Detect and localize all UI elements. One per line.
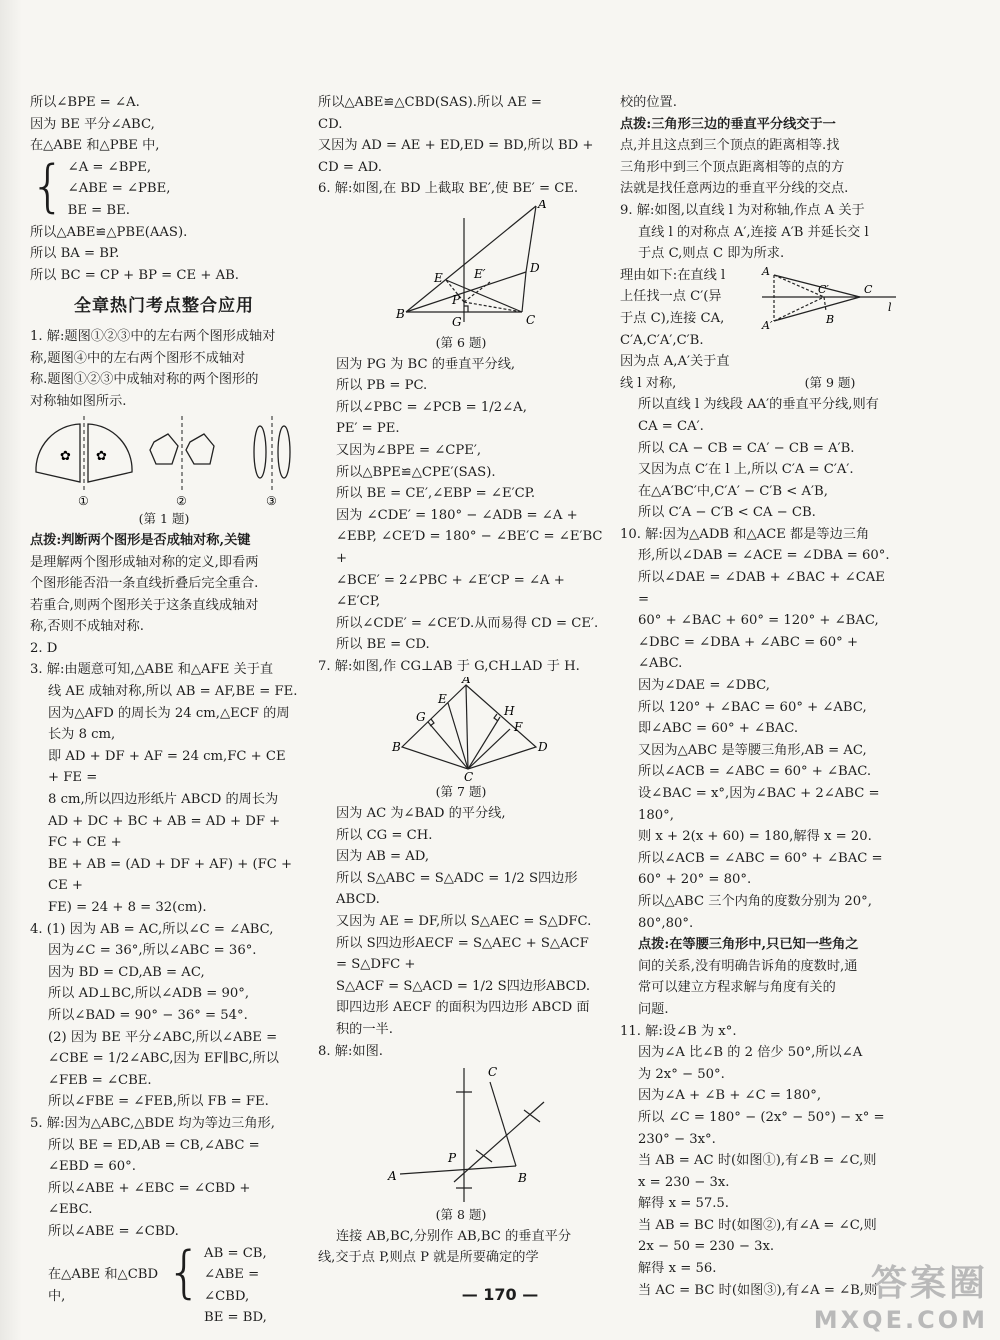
figure-9-caption: (第 9 题) [804, 375, 856, 391]
fig6-label: C [526, 312, 536, 327]
fig7-label: B [392, 740, 401, 755]
question-5-line: 所以 BE = ED,AB = CB,∠ABC = [48, 1137, 260, 1153]
figure-1-caption: (第 1 题) [138, 511, 190, 527]
question-3-line: AD + DC + BC + AB = AD + DF + FC + CE + [48, 813, 285, 851]
question-11-line: 2x − 50 = 230 − 3x. [638, 1239, 775, 1255]
text-line: 所以 BC = CP + BP = CE + AB. [30, 267, 239, 283]
text-line: 所以△ABE≌△PBE(AAS). [30, 224, 188, 240]
watermark-url: MXQE.COM [813, 1306, 988, 1334]
figure-7 [318, 677, 604, 781]
page-edge-shadow [0, 0, 22, 1340]
fig1-label: ③ [266, 494, 277, 509]
figure-9 [760, 265, 900, 395]
question-10-line: ∠DBC = ∠DBA + ∠ABC = 60° + ∠ABC. [638, 634, 863, 672]
question-4-line: 因为∠C = 36°,所以∠ABC = 36°. [48, 943, 257, 959]
brace-item: ∠A = ∠BPE, [67, 159, 152, 175]
question-10-line: 80°,80°. [638, 915, 694, 931]
text-line: 在△ABE 和△PBE 中, [30, 138, 160, 154]
question-3-line: 即 AD + DF + AF = 24 cm,FC + CE + FE = [48, 748, 290, 786]
fig7-label: A [462, 677, 471, 687]
question-10-line: 又因为△ABC 是等腰三角形,AB = AC, [638, 742, 867, 758]
fig7-label: E [438, 692, 447, 707]
tip-line: 法就是找任意两边的垂直平分线的交点. [620, 181, 849, 197]
figure-8-caption: (第 8 题) [435, 1207, 487, 1223]
tip-line: 称,否则不成轴对称. [30, 619, 144, 635]
brace-item: AB = CB, [204, 1245, 267, 1261]
text-line: CD. [318, 116, 343, 132]
watermark [814, 1255, 988, 1334]
tip-line: 点拨:在等腰三角形中,只已知一些角之 [638, 937, 859, 953]
svg-text:✿: ✿ [96, 449, 107, 465]
question-6-line: ∠EBP, ∠CE′D = 180° − ∠BE′C = ∠E′BC + [336, 529, 607, 566]
question-9-line: 在△A′BC′中,C′A′ − C′B < A′B, [638, 483, 828, 499]
question-4-line: ∠FEB = ∠CBE. [48, 1072, 152, 1088]
question-4-line: (2) 因为 BE 平分∠ABC,所以∠ABE = [48, 1029, 278, 1045]
question-5-line: 5. 解:因为△ABC,△BDE 均为等边三角形, [30, 1115, 275, 1131]
fig6-label: G [452, 314, 462, 329]
fig6-label: D [530, 260, 540, 275]
text-line: 所以∠BPE = ∠A. [30, 95, 140, 110]
fig7-label: F [514, 720, 523, 735]
fig9-label: C [864, 282, 873, 296]
question-6-line: PE′ = PE. [336, 421, 400, 437]
fig7-label: H [504, 704, 515, 719]
question-9-line: 直线 l 的对称点 A′,连接 A′B 并延长交 l [638, 224, 869, 240]
question-9-line: 9. 解:如图,以直线 l 为对称轴,作点 A 关于 [620, 202, 865, 218]
question-9-line: 于点 C,则点 C 即为所求. [638, 246, 785, 262]
fig6-label: B [396, 306, 405, 321]
question-5-line: ∠EBD = 60°. [48, 1159, 136, 1175]
text-line: 校的位置. [620, 95, 677, 110]
question-9-line: 因为点 A,A′关于直 [620, 354, 730, 370]
fig8-label: B [518, 1171, 527, 1186]
question-7-line: 积的一半. [336, 1022, 393, 1037]
question-7-line: 所以 S△ABC = S△ADC = 1/2 S四边形ABCD. [336, 870, 578, 908]
figure-1 [30, 412, 298, 508]
question-6-line: 所以∠CDE′ = ∠CE′D.从而易得 CD = CE′. [336, 615, 599, 631]
question-11-line: 当 AB = BC 时(如图②),有∠A = ∠C,则 [638, 1217, 877, 1233]
question-11-line: 为 2x° − 50°. [638, 1066, 725, 1082]
question-9-side-text [620, 265, 760, 395]
question-7-line: 因为 AB = AD, [336, 849, 430, 865]
question-8-intro: 8. 解:如图. [318, 1043, 383, 1059]
question-11-line: 因为∠A 比∠B 的 2 倍少 50°,所以∠A [638, 1045, 863, 1061]
question-10-line: 所以△ABC 三个内角的度数分别为 20°, [638, 893, 872, 909]
question-10-line: 60° + ∠BAC + 60° = 120° + ∠BAC, [638, 613, 879, 629]
question-5-line: 所以∠ABE + ∠EBC = ∠CBD + ∠EBC. [48, 1180, 255, 1218]
question-3-line: 长为 8 cm, [48, 727, 116, 743]
question-11-line: 因为∠A + ∠B + ∠C = 180°, [638, 1088, 822, 1104]
brace-lead: 在△ABE 和△CBD 中, [48, 1267, 163, 1304]
question-11-line: 解得 x = 56. [638, 1261, 717, 1277]
tip-line: 是理解两个图形成轴对称的定义,即看两 [30, 554, 259, 570]
question-10-line: 所以 120° + ∠BAC = 60° + ∠ABC, [638, 699, 867, 715]
question-11-line: 230° − 3x°. [638, 1131, 716, 1147]
question-9-line: C′A,C′A′,C′B. [620, 332, 704, 348]
question-11-line: 解得 x = 57.5. [638, 1196, 729, 1212]
question-3-line: FE) = 24 + 8 = 32(cm). [48, 900, 207, 915]
question-10-line: 设∠BAC = x°,因为∠BAC + 2∠ABC = [638, 786, 880, 801]
question-1-line: 1. 解:题图①②③中的左右两个图形成轴对 [30, 328, 276, 344]
question-11-line: 当 AC = BC 时(如图③),有∠A = ∠B,则 [638, 1282, 878, 1298]
question-10-line: 180°, [638, 807, 674, 823]
fig8-label: C [488, 1065, 498, 1080]
question-4-line: 所以∠BAD = 90° − 36° = 54°. [48, 1007, 248, 1023]
question-6-line: 又因为∠BPE = ∠CPE′, [336, 442, 482, 458]
question-7-intro: 7. 解:如图,作 CG⊥AB 于 G,CH⊥AD 于 H. [318, 658, 580, 674]
question-3-line: 因为△AFD 的周长为 24 cm,△ECF 的周 [48, 705, 290, 721]
question-7-line: 因为 AC 为∠BAD 的平分线, [336, 806, 506, 822]
brace-item: ∠ABE = ∠CBD, [204, 1267, 264, 1304]
tip-line: 点拨:判断两个图形是否成轴对称,关键 [30, 532, 251, 548]
question-4-line: 所以∠FBE = ∠FEB,所以 FB = FE. [48, 1094, 269, 1110]
question-10-line: 所以∠ACB = ∠ABC = 60° + ∠BAC = [638, 850, 883, 866]
fig6-label: P [452, 292, 461, 307]
figure-6-caption: (第 6 题) [435, 334, 487, 350]
text-line: 所以△ABE≌△CBD(SAS).所以 AE = [318, 95, 542, 110]
question-6-intro: 6. 解:如图,在 BD 上截取 BE′,使 BE′ = CE. [318, 181, 579, 197]
figure-7-caption: (第 7 题) [435, 784, 487, 800]
question-9-line: 所以直线 l 为线段 AA′的垂直平分线,则有 [638, 397, 879, 413]
question-4-line: 因为 BD = CD,AB = AC, [48, 964, 205, 980]
figure-8-drawing [318, 1062, 604, 1204]
tip-line: 间的关系,没有明确告诉角的度数时,通 [638, 958, 858, 974]
tip-line: 点拨:三角形三边的垂直平分线交于一 [620, 116, 836, 132]
brace-item: BE = BD, [204, 1310, 267, 1326]
figure-8 [318, 1062, 604, 1204]
question-1-line: 对称轴如图所示. [30, 393, 127, 409]
question-10-line: 则 x + 2(x + 60) = 180,解得 x = 20. [638, 829, 872, 845]
fig9-label: C′ [818, 282, 829, 296]
equation-brace-group [30, 153, 298, 222]
question-11-line: 所以 ∠C = 180° − (2x° − 50°) − x° = [638, 1109, 885, 1125]
question-6-line: 因为 ∠CDE′ = 180° − ∠ADB = ∠A + [336, 507, 578, 523]
question-9-line: 上任找一点 C′(异 [620, 289, 722, 305]
question-7-line: 所以 CG = CH. [336, 827, 433, 843]
tip-line: 问题. [638, 1001, 669, 1017]
question-11-line: 11. 解:设∠B 为 x°. [620, 1023, 737, 1039]
tip-line: 常可以建立方程求解与角度有关的 [638, 980, 836, 996]
question-10-line: 因为∠DAE = ∠DBC, [638, 678, 770, 694]
page-number: — 170 — [461, 1285, 539, 1304]
figure-7-drawing [318, 677, 604, 781]
tip-line: 三角形中到三个顶点距离相等的点的方 [620, 159, 845, 175]
question-6-line: 所以∠PBC = ∠PCB = 1/2∠A, [336, 399, 527, 415]
tip-line: 点,并且这点到三个顶点的距离相等.找 [620, 138, 840, 154]
text-line: 所以 BA = BP. [30, 246, 120, 262]
svg-text:✿: ✿ [60, 449, 71, 465]
question-8-line: 线,交于点 P,则点 P 就是所要确定的学 [318, 1250, 539, 1266]
question-11-line: x = 230 − 3x. [638, 1174, 730, 1190]
question-11-line: 当 AB = AC 时(如图①),有∠B = ∠C,则 [638, 1153, 877, 1169]
question-3-line: 3. 解:由题意可知,△ABE 和△AFE 关于直 [30, 662, 274, 678]
question-9-line: 于点 C),连接 CA, [620, 310, 725, 326]
question-3-line: BE + AB = (AD + DF + AF) + (FC + CE + [48, 856, 297, 894]
question-6-line: 所以 BE = CE′,∠EBP = ∠E′CP. [336, 486, 536, 502]
question-10-line: 10. 解:因为△ADB 和△ACE 都是等边三角 [620, 526, 870, 542]
text-line: 因为 BE 平分∠ABC, [30, 116, 155, 132]
question-9-line: 线 l 对称, [620, 375, 677, 391]
fig6-label: E′ [474, 266, 486, 281]
column-2 [318, 92, 607, 1269]
figure-1-drawing [30, 412, 298, 508]
fig6-label: A [538, 199, 547, 211]
fig8-label: P [448, 1151, 457, 1166]
tip-line: 若重合,则两个图形关于这条直线成轴对 [30, 597, 259, 613]
column-3 [620, 92, 900, 1301]
fig9-label: B [826, 312, 835, 326]
fig9-label: l [888, 300, 892, 314]
figure-9-drawing [760, 265, 900, 365]
question-9-line: 所以 C′A − C′B < CA − CB. [638, 505, 816, 521]
fig6-label: E [434, 270, 443, 285]
question-1-line: 称,题图④中的左右两个图形不成轴对 [30, 350, 246, 366]
question-10-line: 所以∠ACB = ∠ABC = 60° + ∠BAC. [638, 764, 872, 780]
question-9-side-block [620, 265, 900, 395]
tip-line: 个图形能否沿一条直线折叠后完全重合. [30, 576, 259, 592]
watermark-logo-text: 答案圈 [870, 1263, 988, 1304]
question-5-line: 所以∠ABE = ∠CBD. [48, 1223, 179, 1239]
fig1-label: ② [176, 494, 187, 509]
question-6-line: ∠BCE′ = 2∠PBC + ∠E′CP = ∠A + ∠E′CP, [336, 572, 569, 610]
question-6-line: 所以△BPE≌△CPE′(SAS). [336, 464, 496, 480]
fig7-label: G [416, 710, 426, 725]
question-1-line: 称.题图①②③中成轴对称的两个图形的 [30, 372, 259, 388]
question-7-line: 又因为 AE = DF,所以 S△AEC = S△DFC. [336, 914, 592, 930]
question-9-line: 所以 CA − CB = CA′ − CB = A′B. [638, 440, 855, 456]
question-6-line: 所以 BE = CD. [336, 637, 430, 653]
question-4-line: 4. (1) 因为 AB = AC,所以∠C = ∠ABC, [30, 921, 274, 937]
question-6-line: 因为 PG 为 BC 的垂直平分线, [336, 356, 516, 372]
fig9-label: A [762, 264, 770, 278]
question-9-line: 理由如下:在直线 l [620, 267, 726, 283]
section-title: 全章热门考点整合应用 [74, 296, 254, 317]
question-10-line: 形,所以∠DAB = ∠ACE = ∠DBA = 60°. [638, 548, 890, 564]
brace-symbol: { [166, 1239, 203, 1305]
question-7-line: 所以 S四边形AECF = S△AEC + S△ACF = S△DFC + [336, 935, 593, 973]
question-3-line: 8 cm,所以四边形纸片 ABCD 的周长为 [48, 792, 279, 808]
fig7-label: D [538, 740, 548, 755]
question-7-line: S△ACF = S△ACD = 1/2 S四边形ABCD. [336, 978, 591, 994]
figure-6 [318, 200, 604, 332]
fig9-label: A′ [762, 318, 773, 332]
text-line: 又因为 AD = AE + ED,ED = BD,所以 BD + [318, 138, 594, 154]
question-10-line: 60° + 20° = 80°. [638, 872, 752, 888]
brace-item: BE = BE. [67, 202, 130, 218]
figure-6-drawing [318, 200, 604, 332]
question-6-line: 所以 PB = PC. [336, 378, 428, 394]
question-9-line: CA = CA′. [638, 418, 704, 434]
brace-symbol: { [30, 153, 66, 219]
question-7-line: 即四边形 AECF 的面积为四边形 ABCD 面 [336, 1000, 590, 1016]
question-4-line: ∠CBE = 1/2∠ABC,因为 EF∥BC,所以 [48, 1051, 279, 1067]
column-1 [30, 92, 298, 1329]
question-8-line: 连接 AB,BC,分别作 AB,BC 的垂直平分 [336, 1228, 572, 1244]
question-9-line: 又因为点 C′在 l 上,所以 C′A = C′A′. [638, 462, 854, 478]
question-2: 2. D [30, 640, 58, 656]
fig7-label: C [464, 770, 474, 782]
fig1-label: ① [78, 494, 89, 509]
brace-item: ∠ABE = ∠PBE, [67, 181, 171, 197]
question-10-line: 即∠ABC = 60° + ∠BAC. [638, 721, 799, 737]
question-10-line: 所以∠DAE = ∠DAB + ∠BAC + ∠CAE = [638, 570, 890, 607]
fig8-label: A [388, 1169, 397, 1184]
question-3-line: 线 AE 成轴对称,所以 AB = AF,BE = FE. [48, 684, 298, 700]
text-line: CD = AD. [318, 159, 382, 175]
question-4-line: 所以 AD⊥BC,所以∠ADB = 90°, [48, 986, 250, 1002]
